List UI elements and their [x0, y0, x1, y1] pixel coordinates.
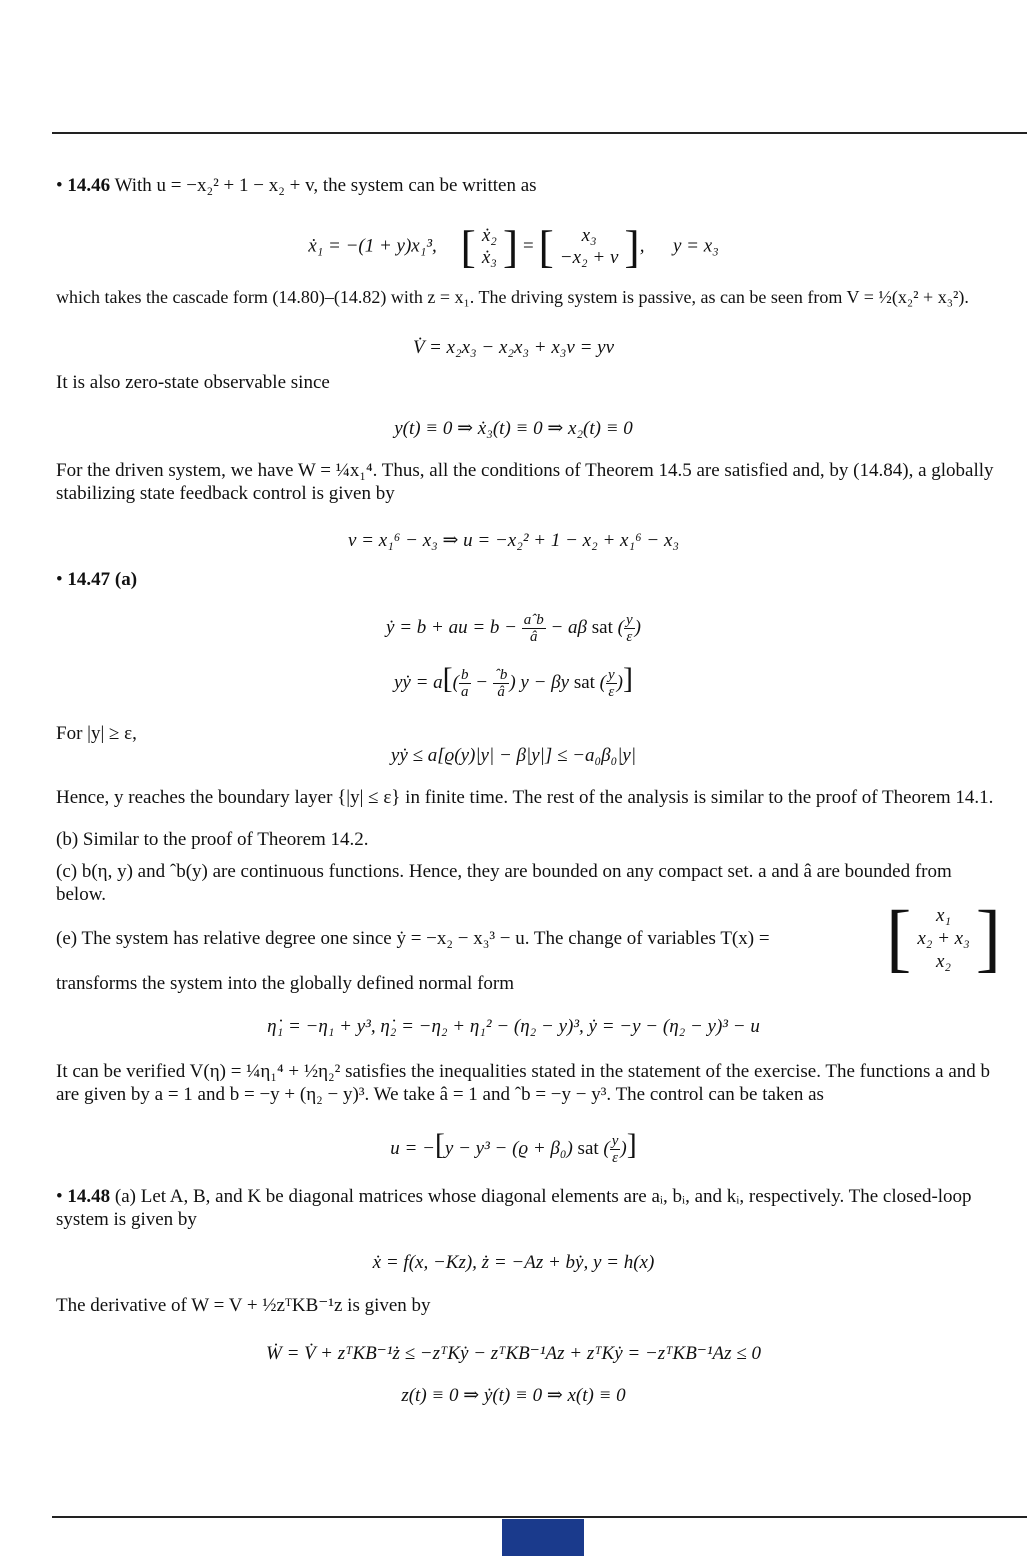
intro-text: (a) Let A, B, and K be diagonal matrices whose diagonal elements are aᵢ, bᵢ, and kᵢ, respectively. The closed-loop system is given by	[56, 1186, 972, 1230]
state-matrix-rhs: [ x₃ −x₂ + v ]	[538, 221, 640, 272]
problem-14-46-intro: • 14.46 With u = −x₂² + 1 − x₂ + v, the system can be written as	[56, 175, 537, 196]
text-derivative: The derivative of W = V + ½zᵀKB⁻¹z is given by	[56, 1295, 431, 1316]
problem-label: 14.47	[67, 569, 111, 590]
system-equations: ẋ₁ = −(1 + y)x₁³, [ ẋ₂ ẋ₃ ] = [ x₃ −x₂ + v ] , y = x₃	[308, 221, 719, 272]
eq-u: u = −[y − y³ − (ϱ + β₀) sat ( $\frac{y}{\varepsilon}$ )]	[390, 1128, 637, 1167]
text-cascade: which takes the cascade form (14.80)–(14.82) with z = x₁. The driving system is passive, as can be seen from V = ½(x₂² + x₃²).	[56, 287, 969, 307]
T-matrix: [ x₁ x₂ + x₃ x₂ ]	[886, 896, 1002, 980]
eq-closed-loop: ẋ = f(x, −Kz), ż = −Az + bẏ, y = h(x)	[372, 1252, 655, 1273]
eq-wdot: Ẇ = V̇ + zᵀKB⁻¹ż ≤ −zᵀKẏ − zᵀKB⁻¹Az + zᵀKẏ = −zᵀKB⁻¹Az ≤ 0	[266, 1343, 761, 1364]
text-for: For |y| ≥ ε,	[56, 723, 137, 744]
eq-yydot: yẏ = a[( $\frac{b}{a}$ − $\frac{\text{ˆb}}{â}$ ) y − βy sat ( $\frac{y}{\varepsilon}$ )]	[393, 662, 633, 701]
text-verify: It can be verified V(η) = ¼η₁⁴ + ½η₂² satisfies the inequalities stated in the statement of the exercise. The functions a and b are given by a = 1 and b = −y + (η₂ − y)³. We take â = 1 and ˆb = −y − y³. The control can be taken as	[56, 1061, 990, 1105]
eq-zso: y(t) ≡ 0 ⇒ ẋ₃(t) ≡ 0 ⇒ x₂(t) ≡ 0	[394, 418, 633, 439]
eq-control: v = x₁⁶ − x₃ ⇒ u = −x₂² + 1 − x₂ + x₁⁶ − x₃	[347, 530, 680, 551]
text-transforms: transforms the system into the globally defined normal form	[56, 973, 515, 994]
eq-x1: ẋ₁ = −(1 + y)x₁³,	[308, 235, 437, 257]
part-e: (e) The system has relative degree one since ẏ = −x₂ − x₃³ − u. The change of variables T(x) =	[56, 928, 770, 949]
bottom-rule	[52, 1516, 1027, 1518]
eq-y: y = x₃	[672, 235, 719, 257]
part-c: (c) b(η, y) and ˆb(y) are continuous functions. Hence, they are bounded on any compact set. a and â are bounded from below.	[56, 861, 952, 905]
problem-14-47-header: • 14.47 (a)	[56, 569, 138, 590]
eq-normal-form: η̇₁ = −η₁ + y³, η̇₂ = −η₂ + η₁² − (η₂ − y)³, ẏ = −y − (η₂ − y)³ − u	[267, 1016, 760, 1037]
intro-text: With u = −x₂² + 1 − x₂ + v, the system can be written as	[114, 175, 537, 196]
state-matrix-lhs: [ ẋ₂ ẋ₃ ]	[460, 221, 519, 272]
eq-last: z(t) ≡ 0 ⇒ ẏ(t) ≡ 0 ⇒ x(t) ≡ 0	[401, 1385, 626, 1406]
problem-14-48-intro: • 14.48 (a) Let A, B, and K be diagonal matrices whose diagonal elements are aᵢ, bᵢ, and kᵢ, respectively. The closed-loop system is given by	[56, 1186, 972, 1230]
text-hence: Hence, y reaches the boundary layer {|y| ≤ ε} in finite time. The rest of the analysis is similar to the proof of Theorem 14.1.	[56, 787, 994, 808]
text-zso: It is also zero-state observable since	[56, 372, 330, 393]
part-a-label: (a)	[114, 569, 138, 590]
eq-ydot: ẏ = b + au = b − $\frac{\text{aˆb}}{â}$ − aβ sat ( $\frac{y}{\varepsilon}$ )	[386, 612, 641, 645]
eq-ineq: yẏ ≤ a[ϱ(y)|y| − β|y|] ≤ −a₀β₀|y|	[390, 745, 637, 766]
eq-vdot: V̇ = x₂x₃ − x₂x₃ + x₃v = yv	[412, 337, 615, 358]
page-number-block	[502, 1519, 584, 1556]
top-rule	[52, 132, 1027, 134]
problem-label: 14.48	[67, 1186, 111, 1207]
problem-label: 14.46	[67, 175, 111, 196]
text-driven: For the driven system, we have W = ¼x₁⁴. Thus, all the conditions of Theorem 14.5 are satisfied and, by (14.84), a globally stabilizing state feedback control is given by	[56, 460, 994, 504]
part-b: (b) Similar to the proof of Theorem 14.2.	[56, 829, 369, 850]
